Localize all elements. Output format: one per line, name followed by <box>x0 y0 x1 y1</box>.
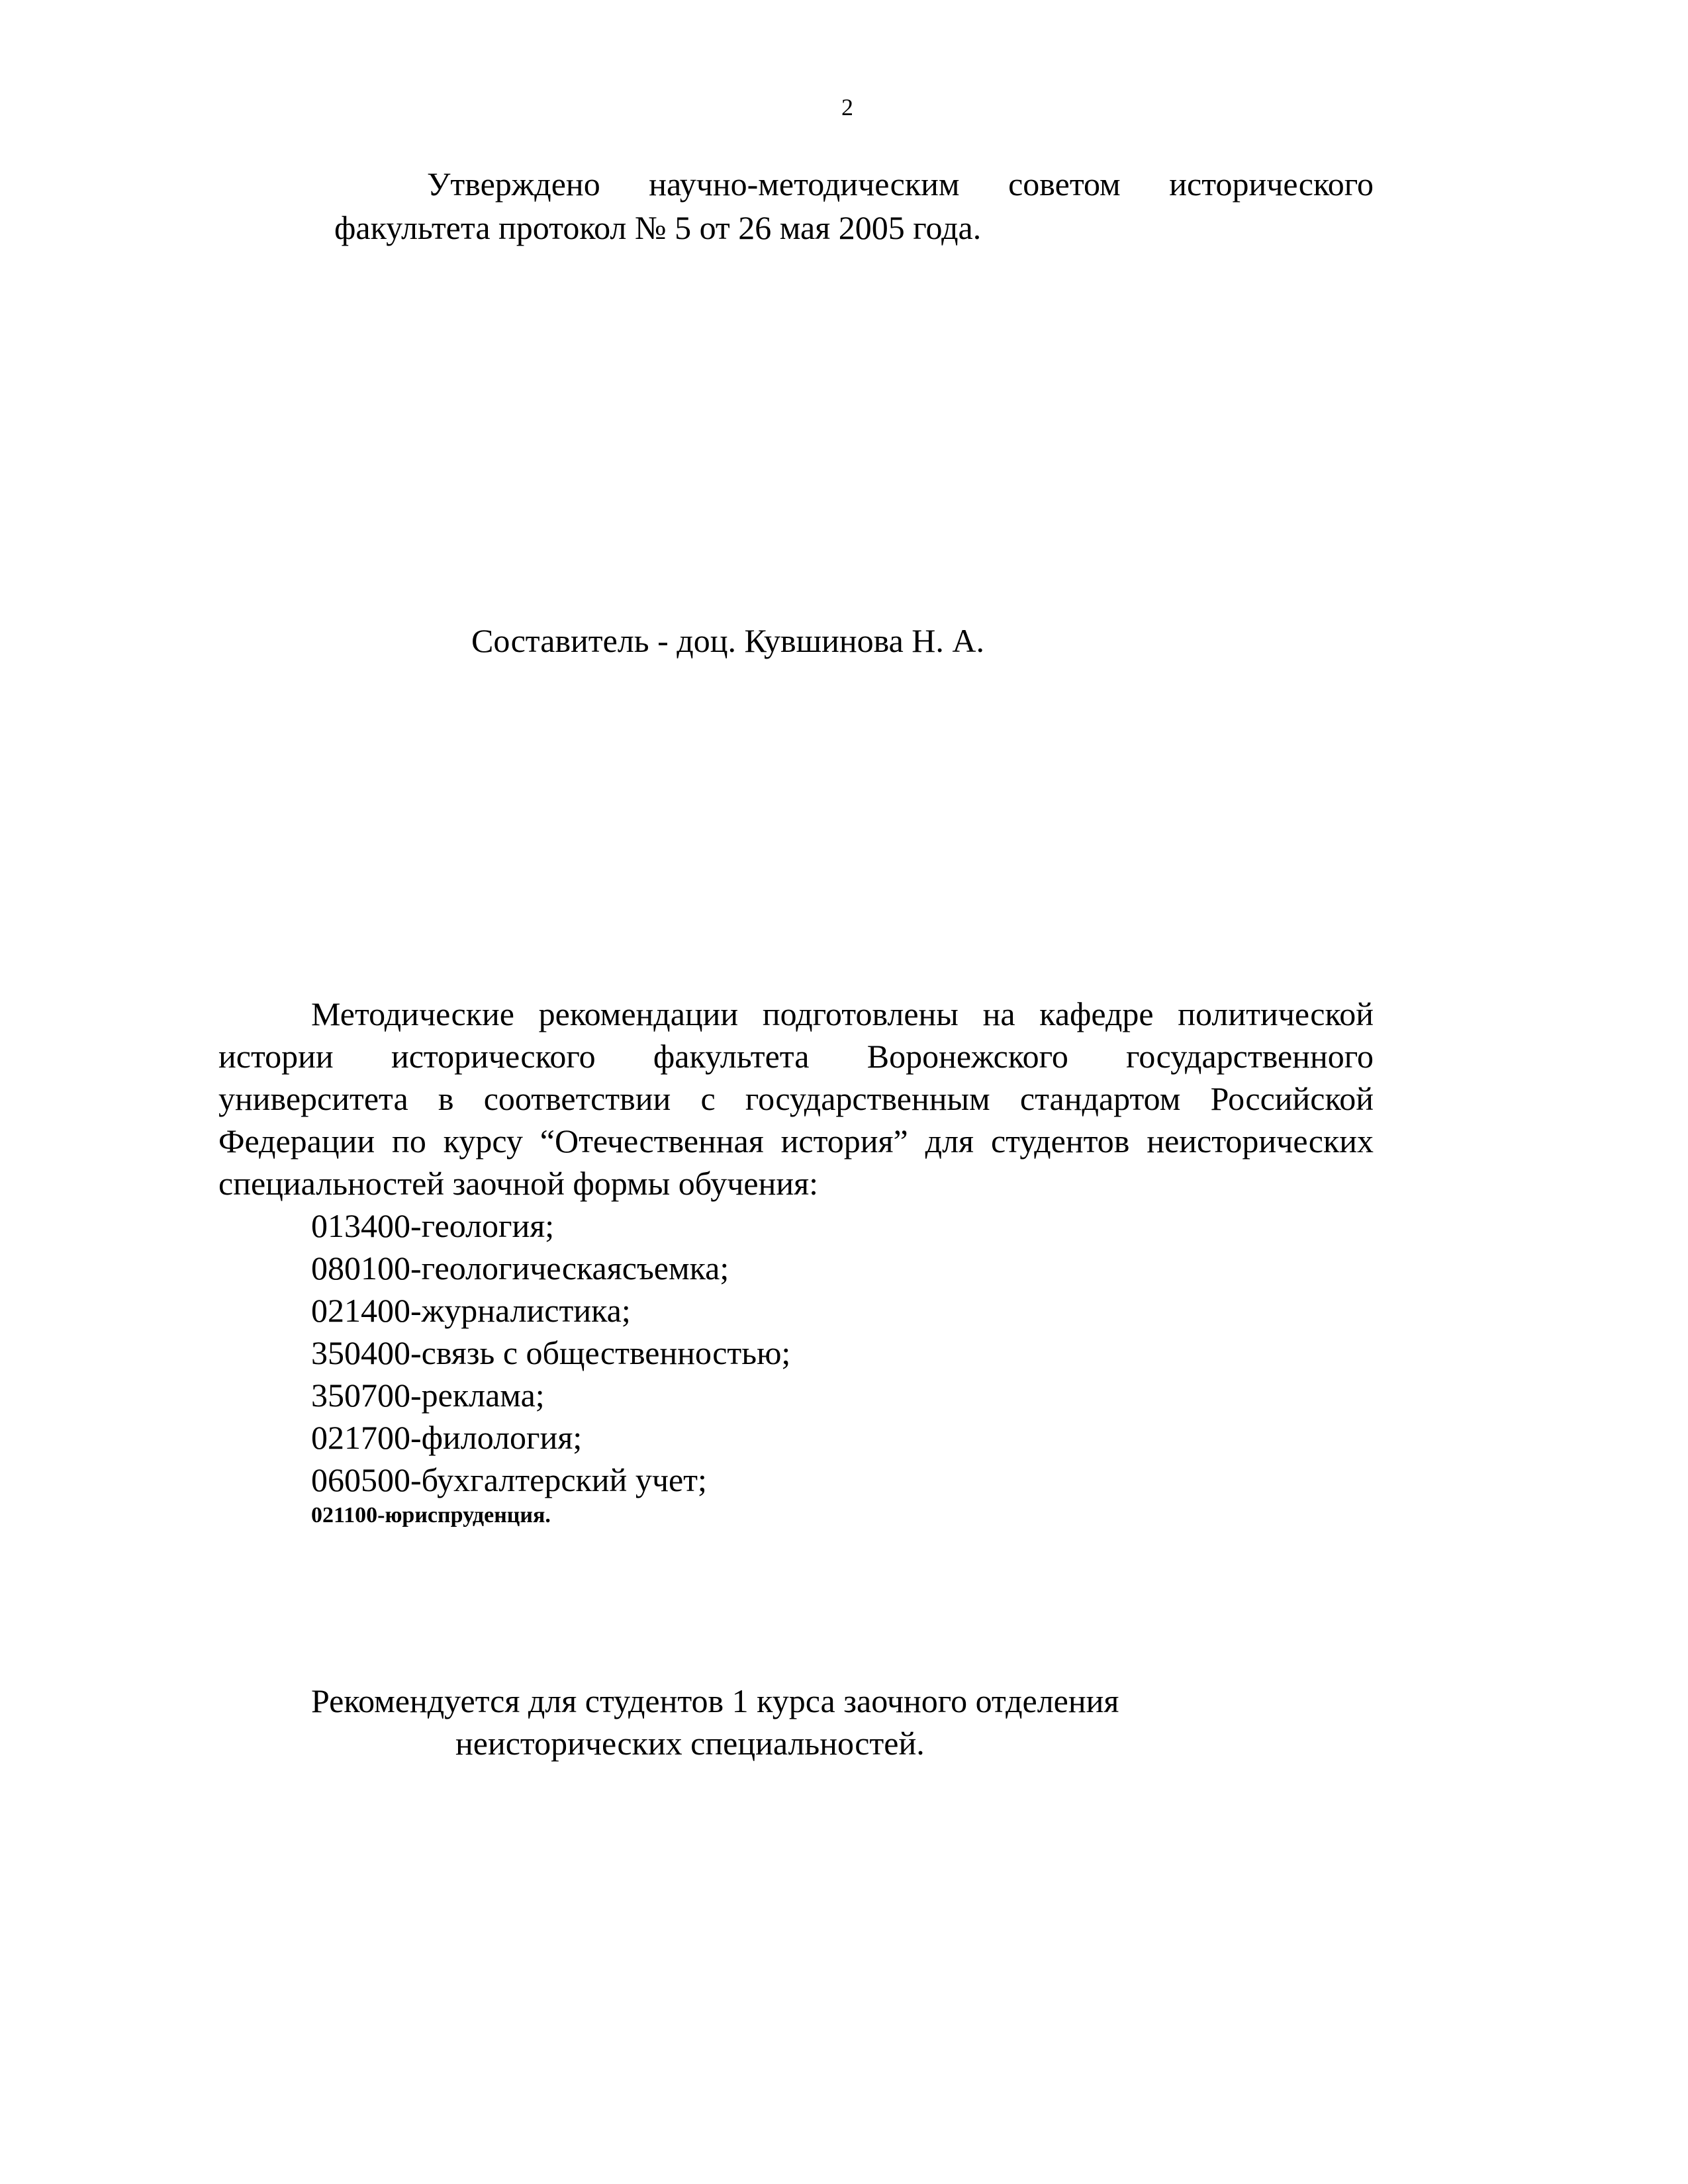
approval-line-2: факультета протокол № 5 от 26 мая 2005 года. <box>334 209 982 246</box>
specialty-item: 080100-геологическаясъемка; <box>311 1250 729 1287</box>
specialty-item: 060500-бухгалтерский учет; <box>311 1461 707 1498</box>
recommended-line-1: Рекомендуется для студентов 1 курса заочного отделения <box>311 1682 1119 1719</box>
specialty-item: 021700-филология; <box>311 1419 583 1456</box>
specialties-list <box>218 1205 1374 1530</box>
recommendations-paragraph: Методические рекомендации подготовлены на кафедре политической истории исторического факультета Воронежского государственного университета в соответствии с государственным стандартом Российской Федерации по курсу “Отечественная история” для студентов неисторических специальностей заочной формы обучения: <box>218 995 1374 1202</box>
specialty-item: 013400-геология; <box>311 1207 555 1244</box>
approval-line-1: Утверждено научно-методическим советом исторического <box>427 165 1374 203</box>
specialty-item: 350400-связь с общественностью; <box>311 1334 791 1371</box>
specialty-item: 021400-журналистика; <box>311 1292 631 1329</box>
recommended-line-2: неисторических специальностей. <box>455 1725 925 1762</box>
recommended-for-note <box>311 1680 1119 1764</box>
specialty-item: 350700-реклама; <box>311 1377 545 1414</box>
page-number: 2 <box>841 94 853 120</box>
recommendations-section <box>218 993 1374 1530</box>
approval-note <box>334 162 1374 250</box>
compiler-line: Составитель - доц. Кувшинова Н. А. <box>471 622 985 659</box>
specialty-item-small: 021100-юриспруденция. <box>311 1503 551 1527</box>
